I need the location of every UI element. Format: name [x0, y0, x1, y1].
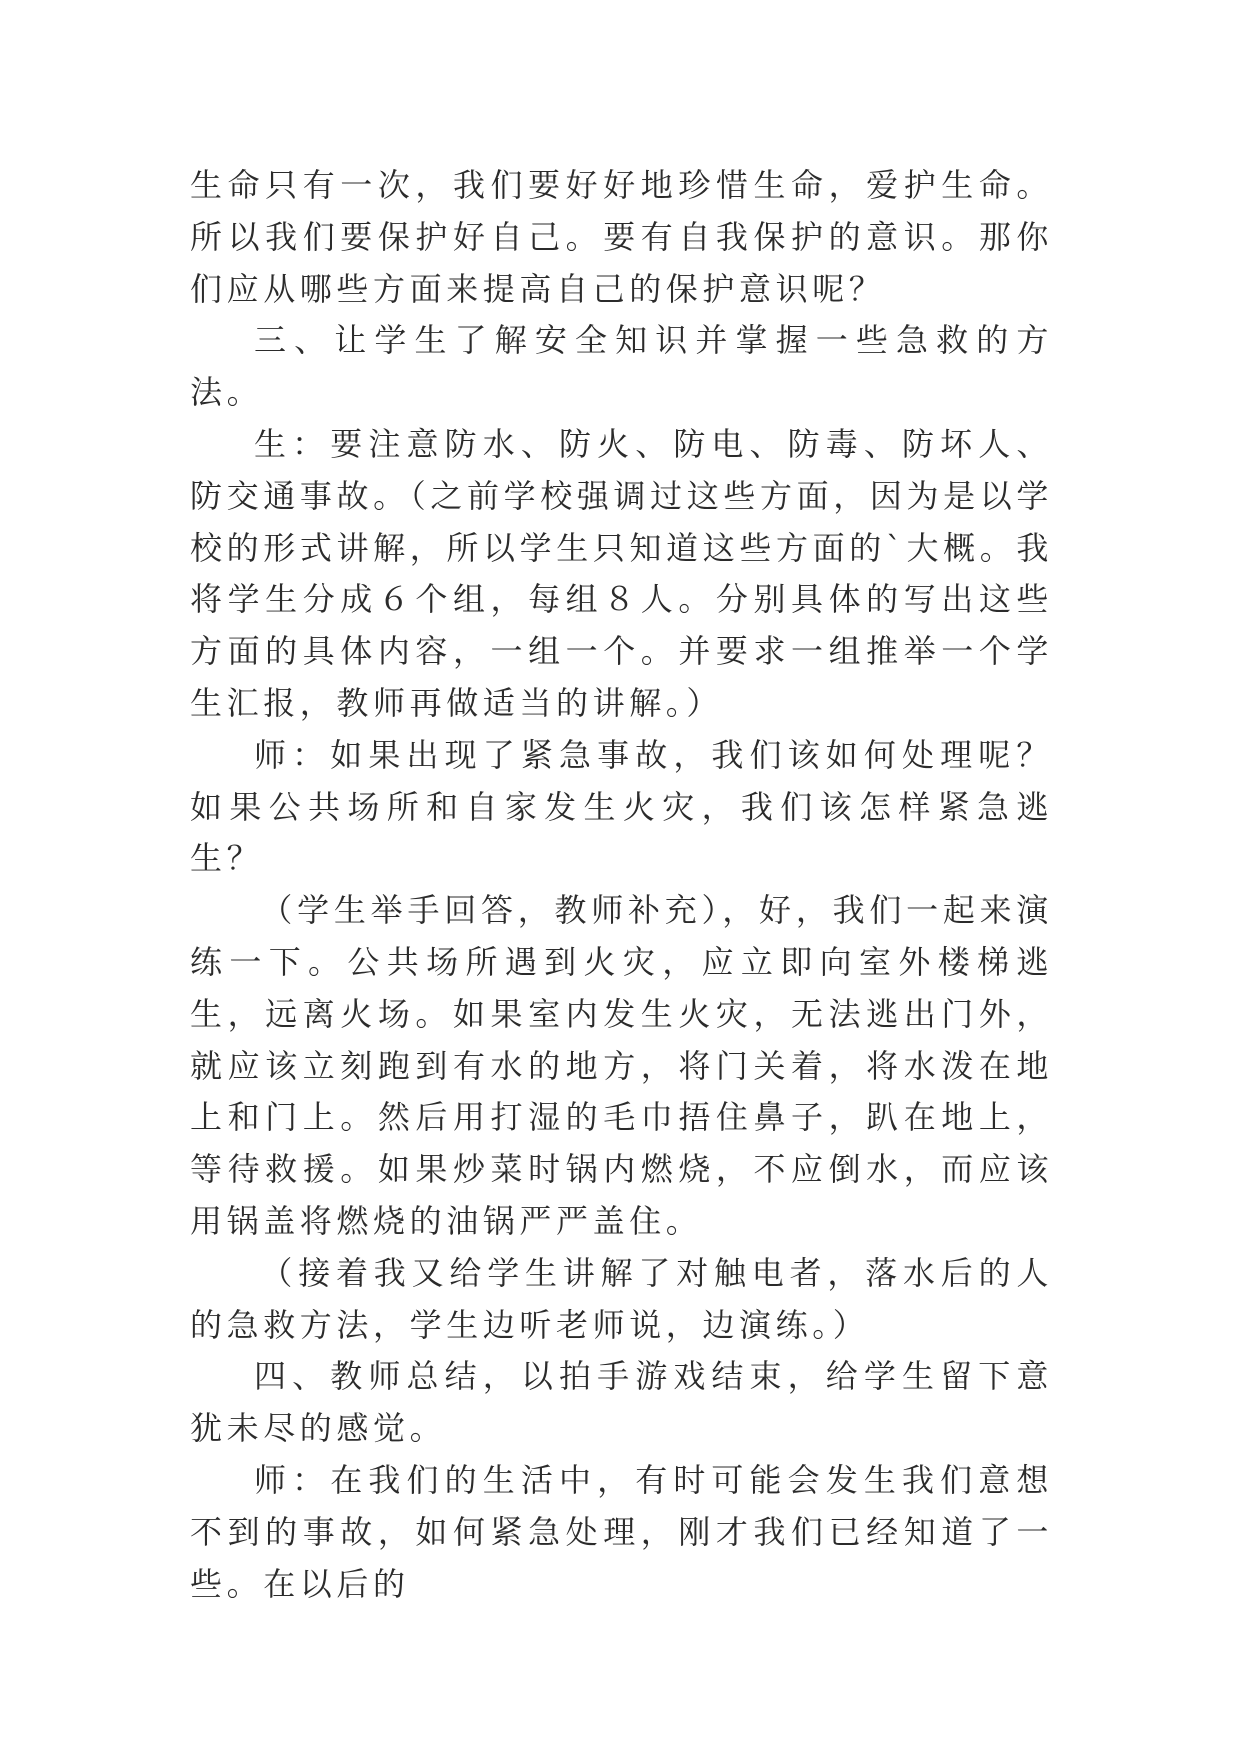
document-body [190, 160, 1053, 1610]
paragraph-teacher-summary: 师：在我们的生活中，有时可能会发生我们意想不到的事故，如何紧急处理，刚才我们已经知道了一些。在以后的 [190, 1460, 1053, 1603]
paragraph-fire-drill: （学生举手回答，教师补充），好，我们一起来演练一下。公共场所遇到火灾，应立即向室外楼梯逃生，远离火场。如果室内发生火灾，无法逃出门外，就应该立刻跑到有水的地方，将门关着，将水泼在地上和门上。然后用打湿的毛巾捂住鼻子，趴在地上，等待救援。如果炒菜时锅内燃烧，不应倒水，而应该用锅盖将燃烧的油锅严严盖住。 [190, 891, 1053, 1240]
paragraph-intro: 生命只有一次，我们要好好地珍惜生命，爱护生命。所以我们要保护好自己。要有自我保护的意识。那你们应从哪些方面来提高自己的保护意识呢？ [190, 166, 1053, 308]
paragraph-first-aid: （接着我又给学生讲解了对触电者，落水后的人的急救方法，学生边听老师说，边演练。） [190, 1253, 1053, 1344]
section-heading-3: 三、让学生了解安全知识并掌握一些急救的方法。 [190, 321, 1053, 412]
paragraph-teacher-question: 师：如果出现了紧急事故，我们该如何处理呢？如果公共场所和自家发生火灾，我们该怎样紧急逃生？ [190, 735, 1053, 878]
section-heading-4: 四、教师总结，以拍手游戏结束，给学生留下意犹未尽的感觉。 [190, 1357, 1053, 1448]
paragraph-student-answer: 生：要注意防水、防火、防电、防毒、防坏人、防交通事故。（之前学校强调过这些方面，因为是以学校的形式讲解，所以学生只知道这些方面的`大概。我将学生分成６个组，每组８人。分别具体的写出这些方面的具体内容，一组一个。并要求一组推举一个学生汇报，教师再做适当的讲解。） [190, 424, 1053, 722]
